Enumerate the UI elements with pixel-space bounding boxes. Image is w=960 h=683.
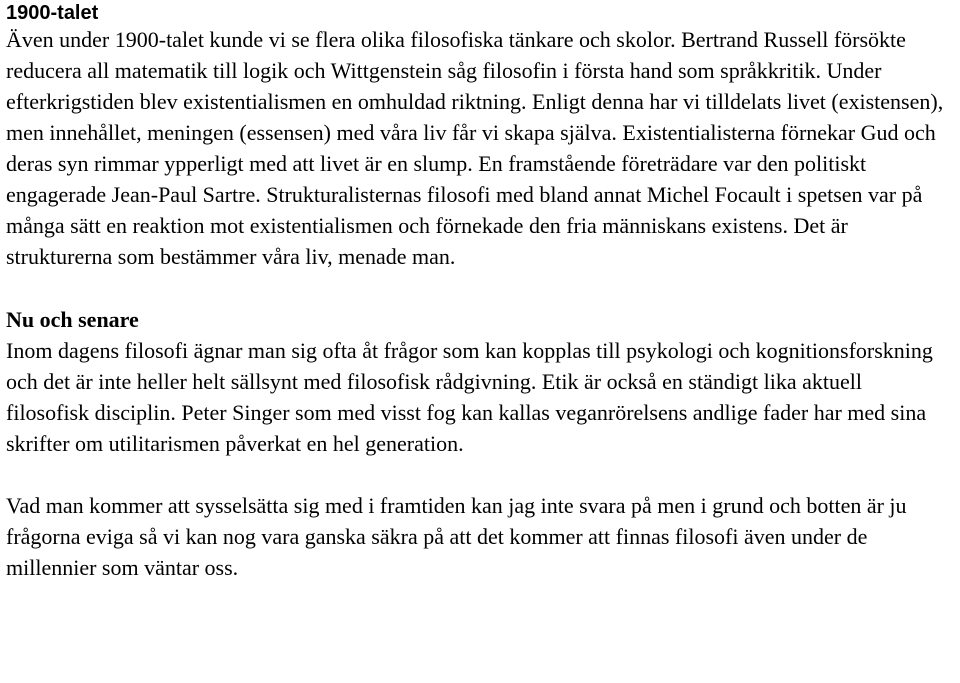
paragraph-1900-talet: Även under 1900-talet kunde vi se flera olika filosofiska tänkare och skolor. Bertrand Russell försökte reducera all matematik till logik och Wittgenstein såg filosofin i första hand som språkkritik. Under efterkrigstiden blev existentialismen en omhuldad riktning. Enligt denna har vi tilldelats livet (existensen), men innehållet, meningen (essensen) med våra liv får vi skapa själva. Existentialisterna förnekar Gud och deras syn rimmar ypperligt med att livet är en slump. En framstående företrädare var den politiskt engagerade Jean-Paul Sartre. Strukturalisternas filosofi med bland annat Michel Focault i spetsen var på många sätt en reaktion mot existentialismen och förnekade den fria människans existens. Det är strukturerna som bestämmer våra liv, menade man. [6,27,944,269]
section-heading-nu-och-senare: Nu och senare [6,307,139,332]
paragraph-closing: Vad man kommer att sysselsätta sig med i framtiden kan jag inte svara på men i grund och botten är ju frågorna eviga så vi kan nog vara ganska säkra på att det kommer att finnas filosofi även under de millennier som väntar oss. [6,493,907,580]
document-page [0,2,960,683]
section-nu-och-senare [6,304,950,459]
section-1900-talet [6,2,950,272]
section-heading-1900-talet: 1900-talet [6,2,99,24]
paragraph-nu-och-senare: Inom dagens filosofi ägnar man sig ofta åt frågor som kan kopplas till psykologi och kognitionsforskning och det är inte heller helt sällsynt med filosofisk rådgivning. Etik är också en ständigt lika aktuell filosofisk disciplin. Peter Singer som med visst fog kan kallas veganrörelsens andlige fader har med sina skrifter om utilitarismen påverkat en hel generation. [6,338,933,456]
